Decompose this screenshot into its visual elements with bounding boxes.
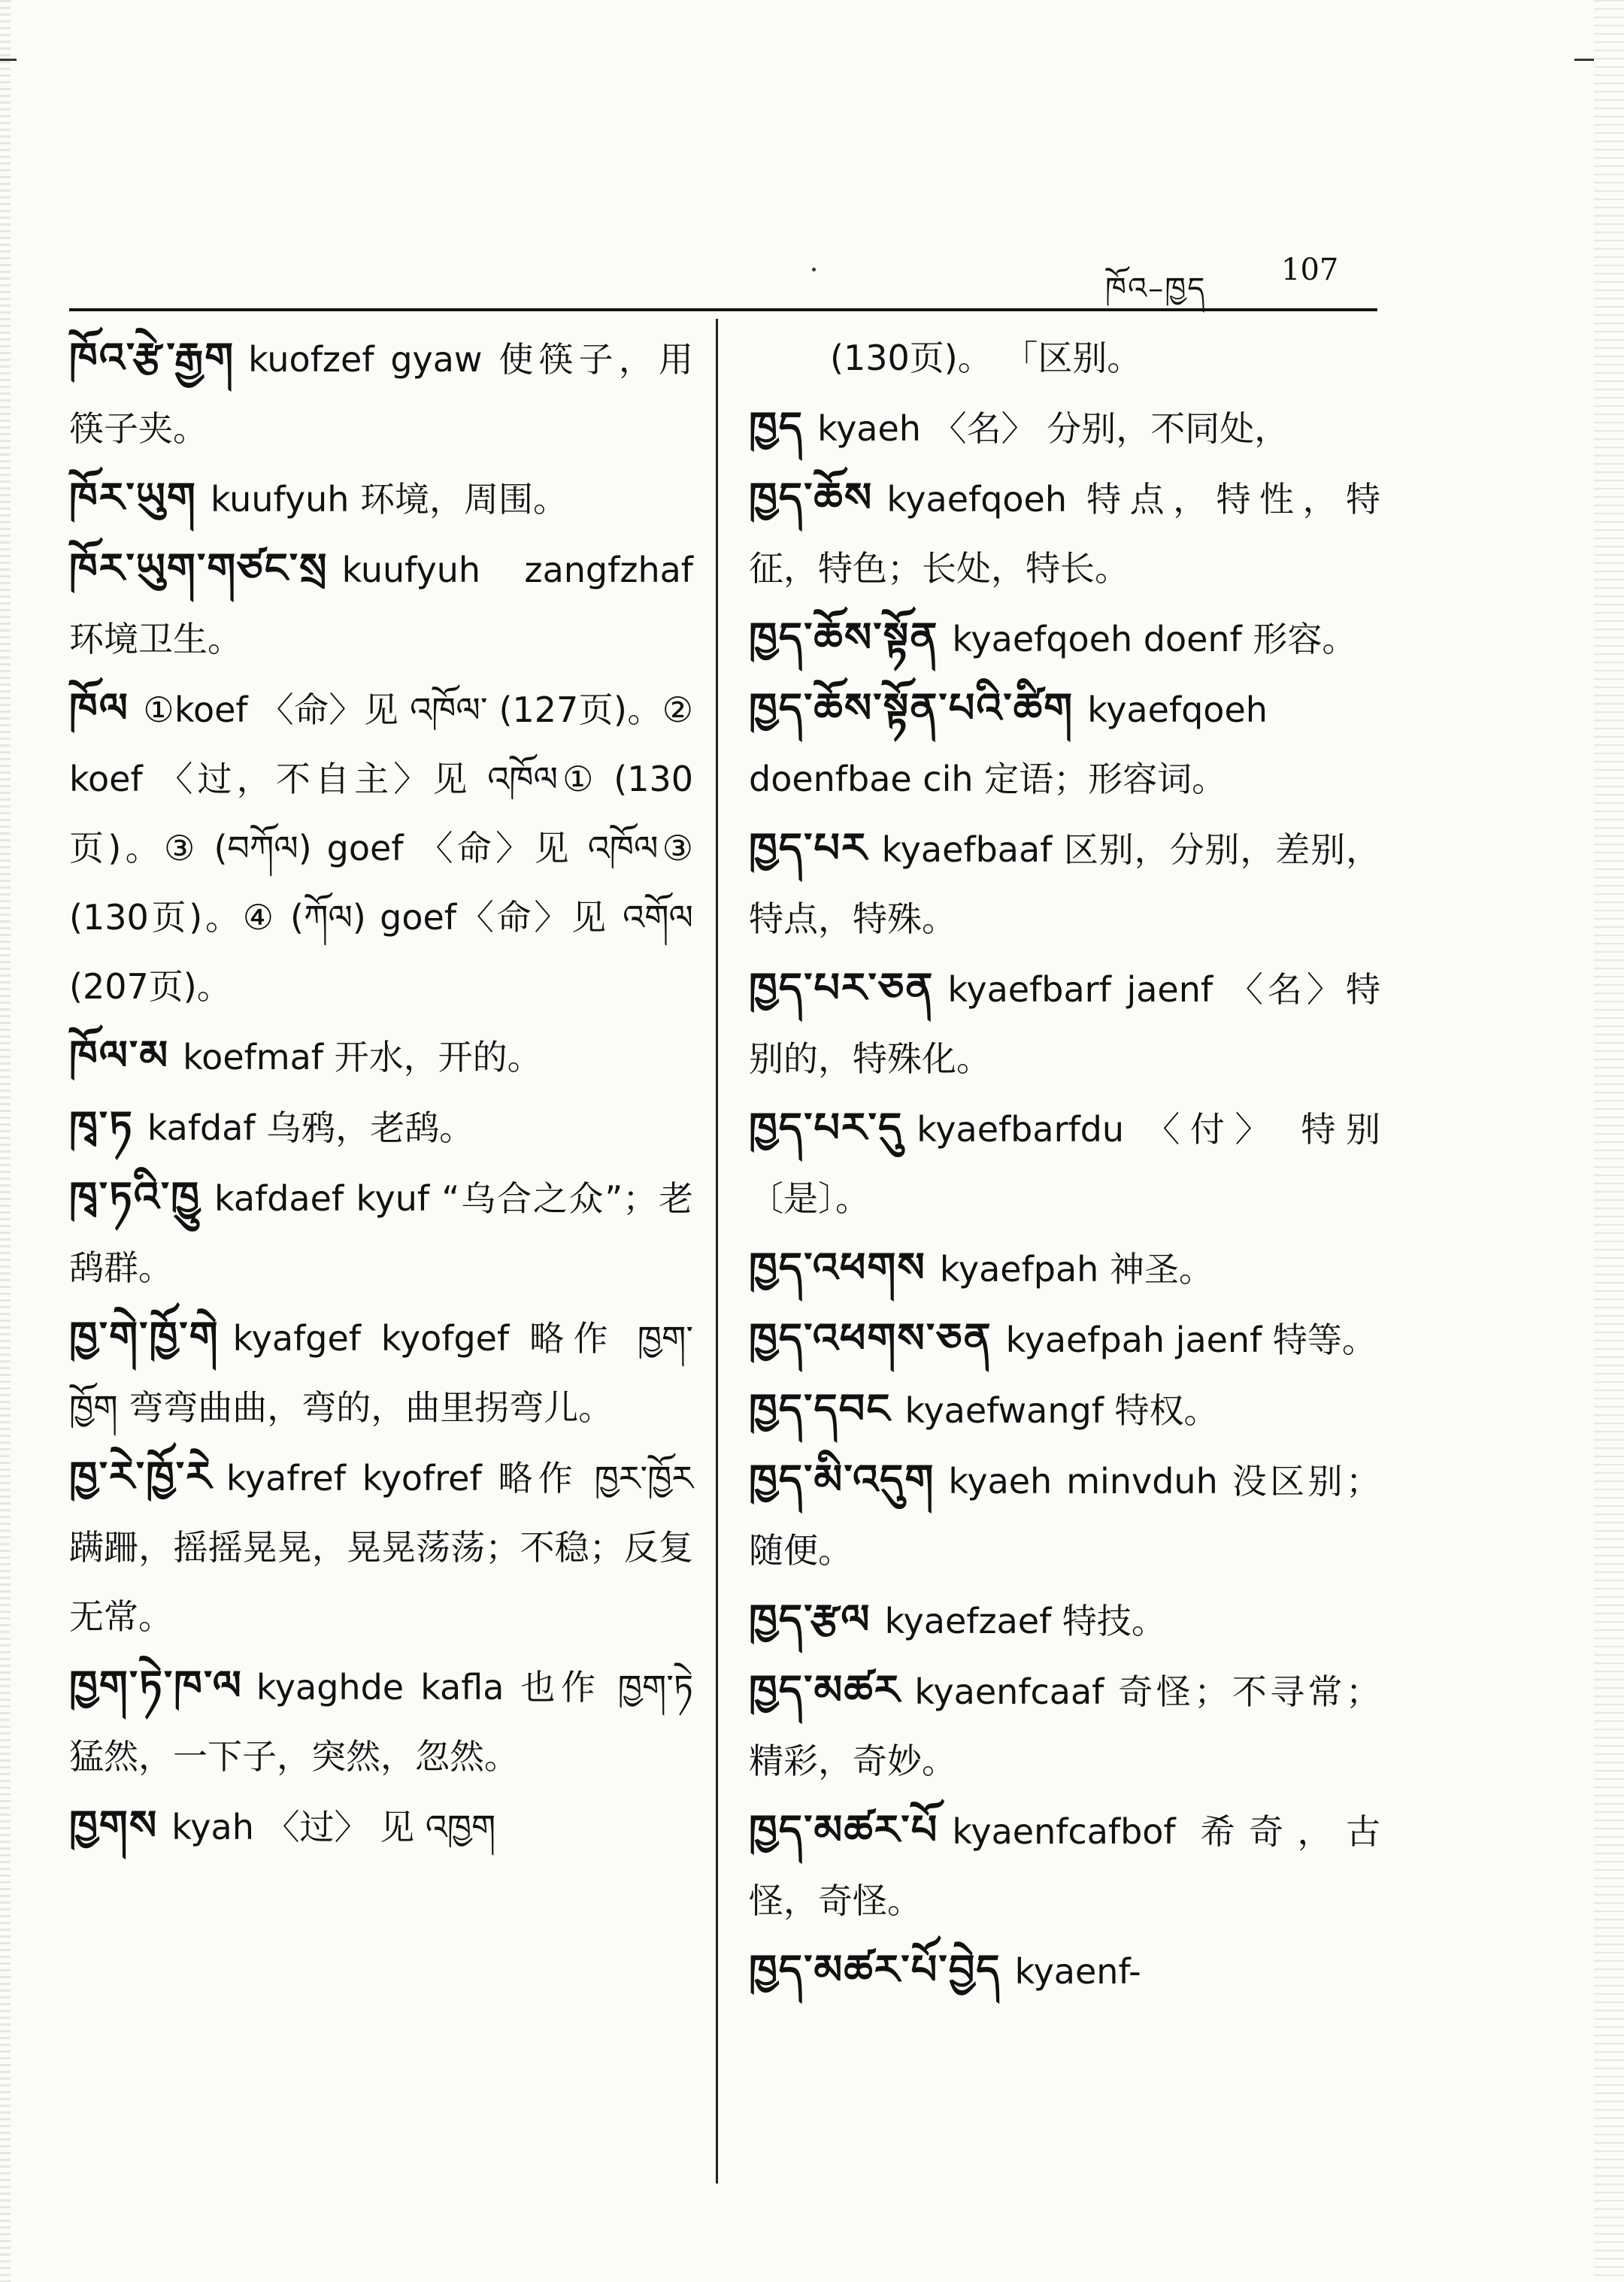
headword: ཁྱད་ཆོས bbox=[749, 474, 874, 521]
dictionary-entry bbox=[749, 814, 1380, 953]
scan-edge-left bbox=[0, 0, 11, 2282]
headword: ཁྱད་པར bbox=[749, 824, 868, 871]
entry-text: kyah 〈过〉 见 འཁྱག bbox=[171, 1807, 496, 1847]
entry-text: kyaefbaaf 区别，分别，差别，特点，特殊。 bbox=[749, 829, 1380, 939]
headword: ཁྱག་ཏེ་ཁ་ལ bbox=[69, 1662, 243, 1709]
entry-text: kyaefbarf jaenf 〈名〉特别的，特殊化。 bbox=[749, 969, 1380, 1079]
headword: ཁྱད་རྩལ bbox=[749, 1596, 871, 1643]
headword: ཁྱད་འཕགས་ཅན bbox=[749, 1314, 992, 1362]
entry-text: kafdaf 乌鸦，老鸹。 bbox=[147, 1108, 474, 1148]
dictionary-entry bbox=[69, 1442, 693, 1651]
entry-text: kyaenf- bbox=[1014, 1951, 1141, 1992]
dictionary-entry bbox=[69, 1021, 693, 1092]
headword: ཁྱད་ཆོས་སྟོན་པའི་ཚིག bbox=[749, 684, 1074, 732]
dictionary-entry bbox=[69, 534, 693, 674]
dictionary-entry bbox=[69, 674, 693, 1021]
headword: ཁྭ་ཏའི་ཁྱུ bbox=[69, 1173, 201, 1220]
dictionary-entry bbox=[749, 1374, 1380, 1445]
headword: ཁྱ་གེ་ཁྱོ་གེ bbox=[69, 1313, 220, 1360]
dictionary-entry bbox=[69, 1162, 693, 1302]
column-divider bbox=[716, 319, 718, 2184]
right-column bbox=[749, 323, 1380, 2006]
page-number: 107 bbox=[1281, 253, 1339, 287]
headword: ཁྱགས bbox=[69, 1802, 159, 1849]
dictionary-entry bbox=[749, 1585, 1380, 1656]
margin-tick-right bbox=[1574, 59, 1594, 61]
headword: ཁྱད་དབང bbox=[749, 1385, 892, 1432]
dictionary-entry bbox=[69, 323, 693, 463]
entry-text: kyaefwangf 特权。 bbox=[904, 1390, 1219, 1431]
entry-text: kyaefqoeh doenfbae cih 定语；形容词。 bbox=[749, 689, 1268, 799]
dictionary-entry bbox=[749, 1304, 1380, 1374]
entry-text: kyaefbarfdu 〈付〉 特别〔是〕。 bbox=[749, 1109, 1380, 1219]
continued-entry bbox=[749, 323, 1380, 392]
dictionary-entry bbox=[69, 463, 693, 534]
dictionary-entry bbox=[749, 953, 1380, 1093]
headword: ཁྱད་འཕགས bbox=[749, 1244, 926, 1291]
dictionary-entry bbox=[69, 1092, 693, 1162]
dictionary-entry bbox=[749, 463, 1380, 603]
header-rule bbox=[69, 308, 1377, 311]
entry-text: koefmaf 开水，开的。 bbox=[183, 1037, 542, 1077]
dictionary-entry bbox=[749, 1445, 1380, 1585]
headword: ཁྱད་མཚར་པོ bbox=[749, 1806, 939, 1853]
headword: ཁོལ་མ bbox=[69, 1032, 170, 1079]
entry-text: kyaefzaef 特技。 bbox=[884, 1601, 1166, 1641]
entry-text: kyaefpah jaenf 特等。 bbox=[1005, 1320, 1377, 1360]
dictionary-entry bbox=[749, 392, 1380, 463]
entry-text: kyaeh 〈名〉 分别，不同处， bbox=[817, 408, 1289, 449]
scan-edge-right bbox=[1594, 0, 1624, 2282]
headword: ཁྱད་པར་ཅན bbox=[749, 964, 935, 1011]
entry-text: kyafref kyofref 略作 ཁྱར་ཁྱོར 蹒跚，摇摇晃晃，晃晃荡荡；不稳；反复无常。 bbox=[69, 1458, 693, 1637]
entry-text: kyaefqoeh 特点，特性，特征，特色；长处，特长。 bbox=[749, 479, 1380, 589]
entry-text: kyaefqoeh doenf 形容。 bbox=[952, 619, 1357, 659]
entry-text: kyaenfcaaf 奇怪；不寻常；精彩，奇妙。 bbox=[749, 1671, 1380, 1781]
headword: ཁོའ་རྩེ་རྒྱག bbox=[69, 334, 235, 381]
margin-tick-left bbox=[0, 59, 17, 61]
entry-text: kuufyuh zangfzhaf 环境卫生。 bbox=[69, 550, 693, 659]
headword: ཁྱད་མི་འདུག bbox=[749, 1456, 935, 1503]
dictionary-entry bbox=[69, 1791, 693, 1862]
dictionary-entry bbox=[69, 1302, 693, 1442]
dictionary-entry bbox=[749, 603, 1380, 674]
dictionary-entry bbox=[69, 1651, 693, 1791]
dictionary-entry bbox=[749, 1656, 1380, 1796]
entry-text: kyaenfcafbof 希奇，古怪，奇怪。 bbox=[749, 1811, 1380, 1921]
stray-mark bbox=[812, 268, 816, 271]
dictionary-entry bbox=[749, 1233, 1380, 1304]
headword: ཁྱ་རེ་ཁྱོ་རེ bbox=[69, 1453, 213, 1500]
entry-text: kuofzef gyaw 使筷子，用筷子夹。 bbox=[69, 339, 693, 449]
headword: ཁྱད་མཚར bbox=[749, 1666, 901, 1714]
dictionary-entry bbox=[749, 674, 1380, 814]
entry-text: ①koef 〈命〉见 འཁོལ་ (127页)。② koef 〈过，不自主〉见 འཁོལ① (130页)。③ (བཀོལ) goef 〈命〉见 འཁོལ③ (130页)。④ (ཀོལ) goef〈命〉见 འགོལ (207页)。 bbox=[69, 689, 693, 1007]
entry-text: kyaefpah 神圣。 bbox=[939, 1249, 1213, 1289]
dictionary-entry bbox=[749, 1935, 1380, 2006]
entry-text: kuufyuh 环境，周围。 bbox=[210, 479, 568, 520]
entry-text: kyafgef kyofgef 略作 ཁྱག་ཁྱོག 弯弯曲曲，弯的，曲里拐弯儿。 bbox=[69, 1318, 693, 1428]
left-column bbox=[69, 323, 693, 1862]
page-header bbox=[1105, 250, 1391, 306]
headword: ཁྱད་ཆོས་སྟོན bbox=[749, 614, 939, 661]
headword: ཁྱད bbox=[749, 403, 804, 450]
guide-word: ཁོའ–ཁྱད bbox=[1105, 271, 1207, 306]
dictionary-entry bbox=[749, 1796, 1380, 1935]
entry-text: kafdaef kyuf “乌合之众”；老鸹群。 bbox=[69, 1178, 693, 1288]
headword: ཁྱད་མཚར་པོ་བྱེད bbox=[749, 1946, 1001, 1993]
entry-text: (130页)。 「区别。 bbox=[830, 338, 1142, 378]
dictionary-entry bbox=[749, 1093, 1380, 1233]
entry-text: kyaeh minvduh 没区别；随便。 bbox=[749, 1461, 1380, 1571]
headword: ཁོར་ཡུག bbox=[69, 474, 197, 521]
headword: ཁྱད་པར་དུ bbox=[749, 1104, 904, 1151]
entry-text: kyaghde kafla 也作 ཁྱག་ཏེ 猛然，一下子，突然，忽然。 bbox=[69, 1667, 693, 1777]
headword: ཁོར་ཡུག་གཙང་སྲ bbox=[69, 544, 329, 592]
headword: ཁྭ་ཏ bbox=[69, 1102, 134, 1150]
headword: ཁོལ bbox=[69, 684, 129, 732]
